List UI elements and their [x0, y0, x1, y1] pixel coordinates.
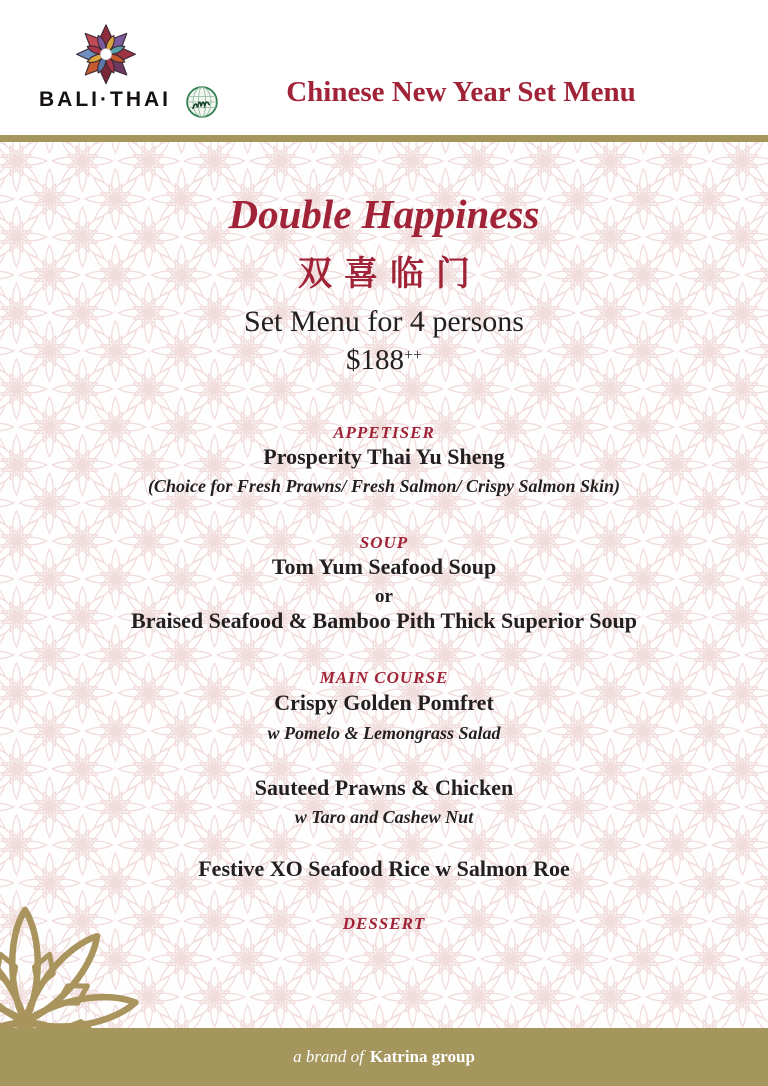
dish-crispy-pomfret-note: w Pomelo & Lemongrass Salad: [267, 723, 501, 743]
footer-brand: Katrina group: [369, 1047, 475, 1066]
dish-braised-soup: Braised Seafood & Bamboo Pith Thick Superior Soup: [131, 608, 637, 633]
header: [0, 0, 768, 135]
brand-name: BALI·THAI: [39, 88, 171, 111]
section-heading-dessert: DESSERT: [342, 914, 426, 933]
section-heading-soup: SOUP: [359, 533, 409, 552]
price-plus-plus: ++: [403, 347, 423, 364]
set-title-chinese: 双喜临门: [298, 256, 482, 293]
dish-yu-sheng-note: (Choice for Fresh Prawns/ Fresh Salmon/ Crispy Salmon Skin): [147, 476, 621, 496]
set-subtitle: Set Menu for 4 persons: [244, 305, 524, 338]
section-heading-main-course: MAIN COURSE: [319, 668, 449, 687]
dish-tom-yum-soup: Tom Yum Seafood Soup: [271, 554, 497, 579]
set-price: [0, 344, 768, 377]
dish-crispy-pomfret: Crispy Golden Pomfret: [274, 690, 494, 715]
soup-or-connector: or: [375, 586, 393, 607]
header-divider: [0, 135, 768, 142]
dish-yu-sheng: Prosperity Thai Yu Sheng: [263, 444, 505, 469]
dish-sauteed-prawns-note: w Taro and Cashew Nut: [294, 807, 474, 827]
bali-thai-lotus-logo-icon: [70, 22, 142, 92]
footer-band: [0, 1028, 768, 1086]
set-title: Double Happiness: [228, 191, 540, 237]
price-value: $188: [345, 344, 404, 376]
section-heading-appetiser: APPETISER: [333, 423, 435, 442]
footer-prefix: a brand of: [293, 1047, 364, 1066]
dish-sauteed-prawns: Sauteed Prawns & Chicken: [254, 775, 514, 800]
dish-festive-rice: Festive XO Seafood Rice w Salmon Roe: [198, 856, 570, 881]
page-title: Chinese New Year Set Menu: [286, 76, 636, 108]
